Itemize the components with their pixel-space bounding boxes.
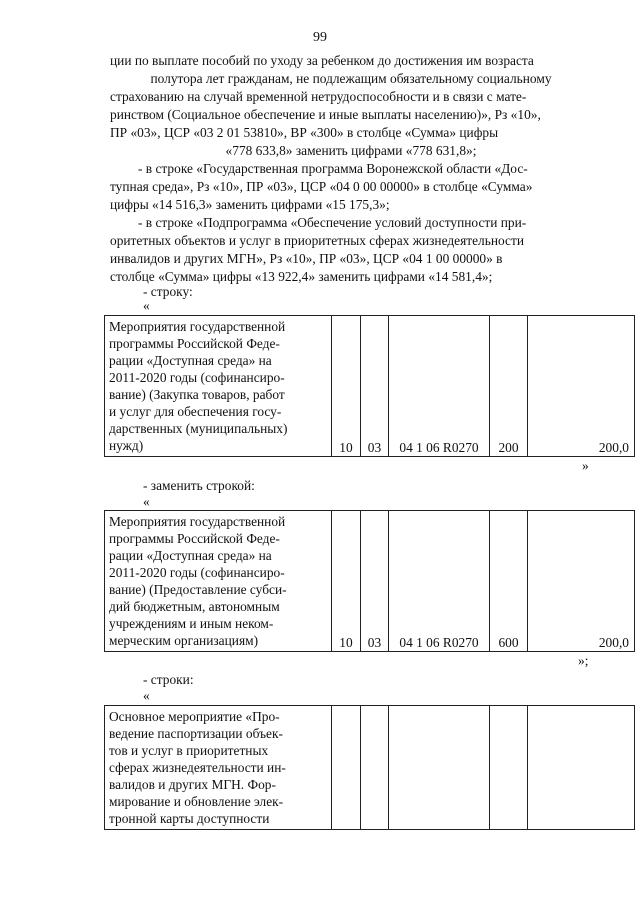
- text-line: инвалидов и других МГН», Рз «10», ПР «03», ЦСР «04 1 00 00000» в: [110, 251, 503, 266]
- csr-cell: 04 1 06 R0270: [389, 511, 490, 652]
- paragraph-3: [110, 214, 592, 286]
- row-name-cell: [105, 316, 332, 457]
- pr-cell: 03: [361, 511, 389, 652]
- rz-cell: 10: [332, 511, 361, 652]
- vr-cell: [490, 706, 528, 830]
- name-line: и услуг для обеспечения госу-: [109, 404, 282, 419]
- text-line: страхованию на случай временной нетрудоспособности и в связи с мате-: [110, 89, 527, 104]
- table-rows-original: [104, 705, 635, 830]
- table-row-original: [104, 315, 635, 457]
- name-line: ведение паспортизации объек-: [109, 726, 283, 741]
- name-line: дий бюджетным, автономным: [109, 599, 280, 614]
- label-row: - строку:: [143, 284, 193, 299]
- table-row-replacement: [104, 510, 635, 652]
- csr-cell: 04 1 06 R0270: [389, 316, 490, 457]
- name-line: тронной карты доступности: [109, 811, 270, 826]
- text-line: столбце «Сумма» цифры «13 922,4» заменить цифрами «14 581,4»;: [110, 269, 493, 284]
- text-line: полутора лет гражданам, не подлежащим обязательному социальному: [150, 71, 552, 86]
- text-line: - в строке «Государственная программа Воронежской области «Дос-: [138, 161, 528, 176]
- open-quote: «: [143, 298, 150, 313]
- pr-cell: 03: [361, 316, 389, 457]
- name-line: Основное мероприятие «Про-: [109, 709, 280, 724]
- table-row: [105, 511, 635, 652]
- sum-cell: 200,0: [528, 316, 635, 457]
- text-line: ПР «03», ЦСР «03 2 01 53810», ВР «300» в столбце «Сумма» цифры: [110, 125, 499, 140]
- close-quote: »: [582, 458, 589, 473]
- sum-cell: [528, 706, 635, 830]
- label-rows: - строки:: [143, 672, 194, 687]
- name-line: тов и услуг в приоритетных: [109, 743, 269, 758]
- rz-cell: 10: [332, 316, 361, 457]
- table-row: [105, 316, 635, 457]
- name-line: мирование и обновление элек-: [109, 794, 284, 809]
- open-quote: «: [143, 494, 150, 509]
- name-line: сферах жизнедеятельности ин-: [109, 760, 286, 775]
- name-line: 2011-2020 годы (софинансиро-: [109, 565, 285, 580]
- open-quote: «: [143, 688, 150, 703]
- name-line: Мероприятия государственной: [109, 514, 286, 529]
- text-line: цифры «14 516,3» заменить цифрами «15 175,3»;: [110, 197, 390, 212]
- text-line: ции по выплате пособий по уходу за ребенком до достижения им возраста: [110, 53, 534, 68]
- paragraph-2: [110, 160, 592, 214]
- text-line: тупная среда», Рз «10», ПР «03», ЦСР «04 0 00 00000» в столбце «Сумма»: [110, 179, 533, 194]
- page-number: 99: [313, 30, 327, 45]
- rz-cell: [332, 706, 361, 830]
- vr-cell: 600: [490, 511, 528, 652]
- row-name-cell: [105, 511, 332, 652]
- name-line: учреждениям и иным неком-: [109, 616, 274, 631]
- name-line: рации «Доступная среда» на: [109, 353, 272, 368]
- label-replace: - заменить строкой:: [143, 478, 255, 493]
- name-line: мерческим организациям): [109, 633, 259, 648]
- name-line: программы Российской Феде-: [109, 531, 280, 546]
- name-line: вание) (Закупка товаров, работ: [109, 387, 285, 402]
- vr-cell: 200: [490, 316, 528, 457]
- text-line: ринством (Социальное обеспечение и иные выплаты населению)», Рз «10»,: [110, 107, 541, 122]
- sum-cell: 200,0: [528, 511, 635, 652]
- text-line: - в строке «Подпрограмма «Обеспечение условий доступности при-: [138, 215, 527, 230]
- name-line: Мероприятия государственной: [109, 319, 286, 334]
- name-line: программы Российской Феде-: [109, 336, 280, 351]
- paragraph-1: [110, 52, 592, 160]
- text-line: «778 633,8» заменить цифрами «778 631,8»;: [225, 143, 477, 158]
- name-line: 2011-2020 годы (софинансиро-: [109, 370, 285, 385]
- close-quote-semicolon: »;: [578, 653, 589, 668]
- name-line: рации «Доступная среда» на: [109, 548, 272, 563]
- csr-cell: [389, 706, 490, 830]
- table-row: [105, 706, 635, 830]
- name-line: вание) (Предоставление субси-: [109, 582, 287, 597]
- name-line: валидов и других МГН. Фор-: [109, 777, 276, 792]
- pr-cell: [361, 706, 389, 830]
- name-line: дарственных (муниципальных): [109, 421, 288, 436]
- name-line: нужд): [109, 438, 144, 453]
- row-name-cell: [105, 706, 332, 830]
- text-line: оритетных объектов и услуг в приоритетных сферах жизнедеятельности: [110, 233, 525, 248]
